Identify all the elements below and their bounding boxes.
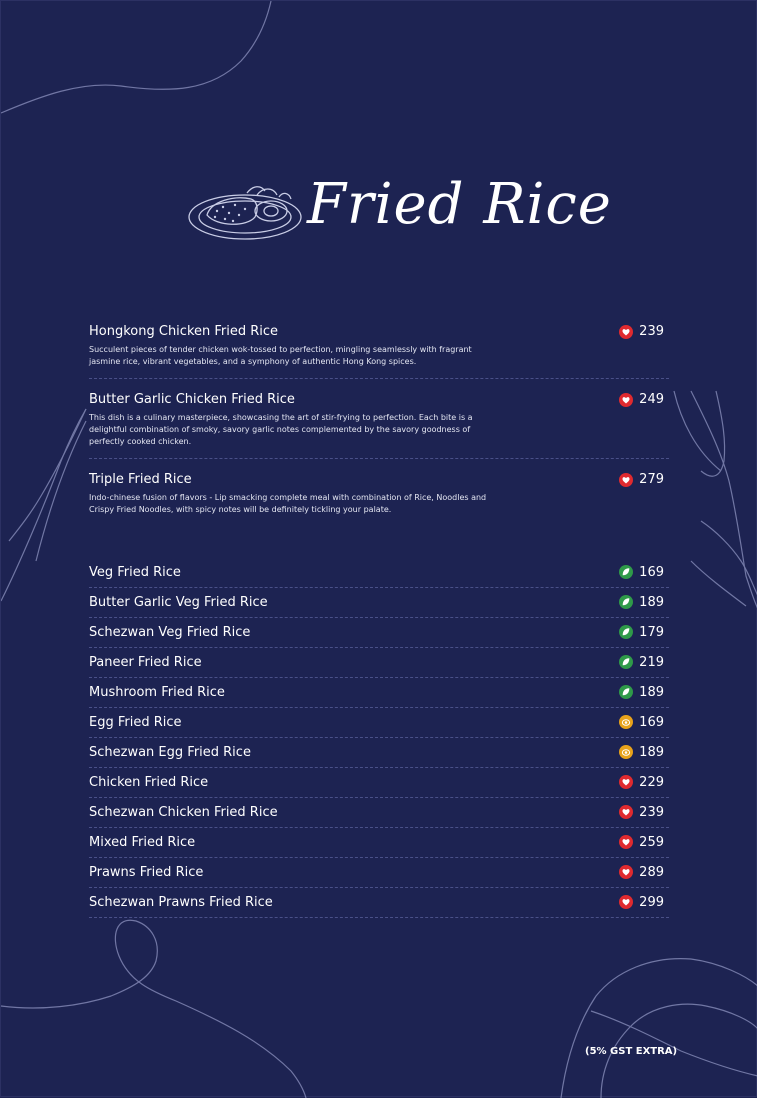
- item-description: This dish is a culinary masterpiece, showcasing the art of stir-frying to perfection. Each bite is a delightful combination of smoky, savory garlic notes complemented by the savory goodness of perfectly cooked chicken.: [89, 413, 473, 446]
- item-name: Chicken Fried Rice: [89, 775, 209, 790]
- item-price: 189: [639, 595, 664, 610]
- item-name: Schezwan Chicken Fried Rice: [89, 805, 278, 820]
- item-name: Mixed Fried Rice: [89, 835, 196, 850]
- item-name: Schezwan Veg Fried Rice: [89, 625, 251, 640]
- item-price: 169: [639, 565, 664, 580]
- menu-item-featured: [89, 319, 669, 379]
- item-price: 249: [639, 392, 664, 407]
- menu-item: [89, 738, 669, 768]
- menu-item: [89, 768, 669, 798]
- item-price: 259: [639, 835, 664, 850]
- menu-item: [89, 648, 669, 678]
- leaf-icon: [619, 655, 633, 669]
- menu-item-featured: [89, 467, 669, 526]
- menu-item-featured: [89, 387, 669, 459]
- chicken-icon: [619, 865, 633, 879]
- item-name: Mushroom Fried Rice: [89, 685, 225, 700]
- item-price: 169: [639, 715, 664, 730]
- item-price: 229: [639, 775, 664, 790]
- menu-item: [89, 708, 669, 738]
- menu-item: [89, 888, 669, 918]
- item-name: Schezwan Prawns Fried Rice: [89, 895, 273, 910]
- item-name: Egg Fried Rice: [89, 715, 182, 730]
- item-price: 219: [639, 655, 664, 670]
- egg-icon: [619, 715, 633, 729]
- item-price: 189: [639, 685, 664, 700]
- menu-item: [89, 588, 669, 618]
- item-name: Paneer Fried Rice: [89, 655, 202, 670]
- chicken-icon: [619, 473, 633, 487]
- item-description: Indo-chinese fusion of flavors - Lip smacking complete meal with combination of Rice, Noodles and Crispy Fried Noodles, with spicy notes will be definitely tickling your palate.: [89, 493, 487, 514]
- menu-item: [89, 678, 669, 708]
- leaf-icon: [619, 595, 633, 609]
- fried-rice-plate-icon: [187, 181, 307, 245]
- menu-item: [89, 798, 669, 828]
- leaf-icon: [619, 625, 633, 639]
- item-price: 279: [639, 472, 664, 487]
- menu-item: [89, 858, 669, 888]
- leaf-icon: [619, 685, 633, 699]
- item-name: Prawns Fried Rice: [89, 865, 204, 880]
- item-price: 239: [639, 805, 664, 820]
- item-name: Hongkong Chicken Fried Rice: [89, 324, 279, 339]
- item-price: 179: [639, 625, 664, 640]
- item-price: 289: [639, 865, 664, 880]
- item-price: 299: [639, 895, 664, 910]
- gst-note: (5% GST EXTRA): [585, 1046, 678, 1057]
- chicken-icon: [619, 835, 633, 849]
- menu-item: [89, 618, 669, 648]
- chicken-icon: [619, 393, 633, 407]
- item-price: 189: [639, 745, 664, 760]
- leaf-icon: [619, 565, 633, 579]
- menu-item: [89, 558, 669, 588]
- chicken-icon: [619, 895, 633, 909]
- page-title: Fried Rice: [307, 172, 612, 237]
- item-name: Schezwan Egg Fried Rice: [89, 745, 251, 760]
- menu-item: [89, 828, 669, 858]
- chicken-icon: [619, 775, 633, 789]
- item-name: Triple Fried Rice: [89, 472, 192, 487]
- item-name: Butter Garlic Veg Fried Rice: [89, 595, 268, 610]
- menu-header: [187, 169, 612, 249]
- item-price: 239: [639, 324, 664, 339]
- chicken-icon: [619, 325, 633, 339]
- item-description: Succulent pieces of tender chicken wok-tossed to perfection, mingling seamlessly with fragrant jasmine rice, vibrant vegetables, and a symphony of authentic Hong Kong spices.: [89, 345, 472, 366]
- item-name: Butter Garlic Chicken Fried Rice: [89, 392, 295, 407]
- item-name: Veg Fried Rice: [89, 565, 181, 580]
- menu-list: [89, 319, 669, 918]
- egg-icon: [619, 745, 633, 759]
- chicken-icon: [619, 805, 633, 819]
